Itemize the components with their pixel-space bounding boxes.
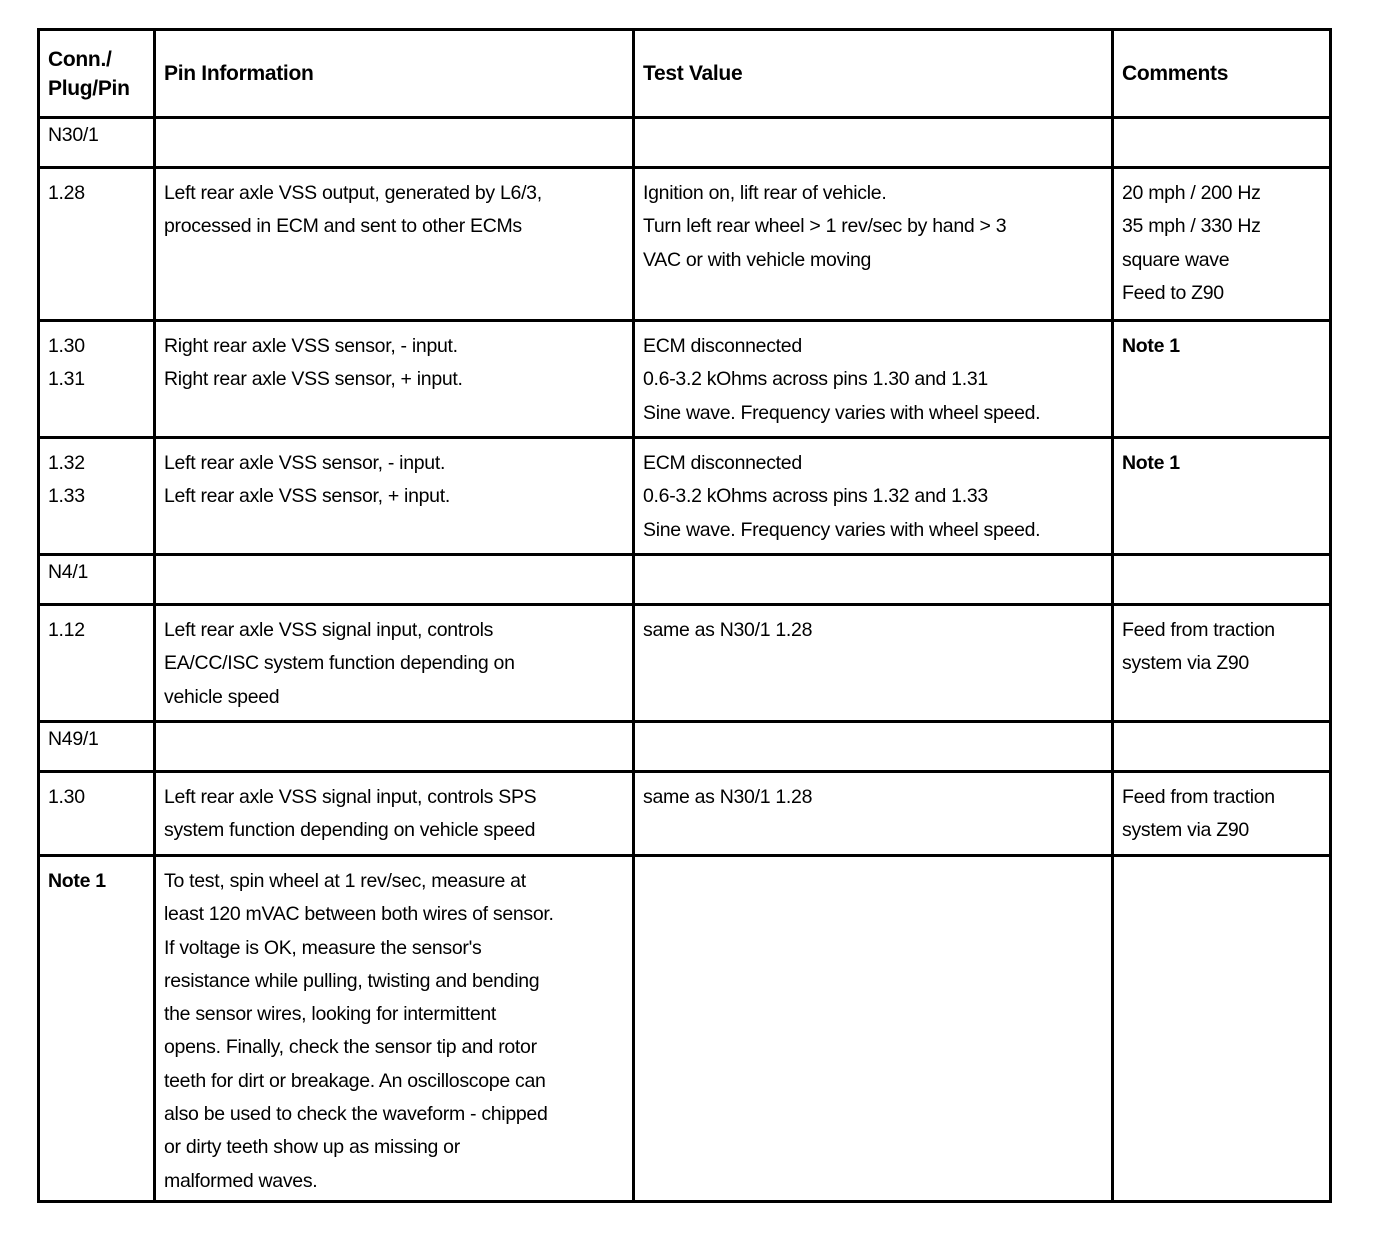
cell-test: same as N30/1 1.28 [634, 605, 1113, 722]
cell-comments [1113, 722, 1331, 772]
cell-pin: N30/1 [39, 118, 155, 168]
cell-pin: N4/1 [39, 555, 155, 605]
cell-comments: Feed from traction system via Z90 [1113, 772, 1331, 856]
cell-info [155, 555, 634, 605]
cell-info [155, 722, 634, 772]
cell-info [155, 118, 634, 168]
cell-test: ECM disconnected 0.6-3.2 kOhms across pins 1.32 and 1.33 Sine wave. Frequency varies with wheel speed. [634, 438, 1113, 555]
cell-test: same as N30/1 1.28 [634, 772, 1113, 856]
table-row-section-n49-1 [39, 722, 1331, 772]
cell-comments: Feed from traction system via Z90 [1113, 605, 1331, 722]
table-row-section-n4-1 [39, 555, 1331, 605]
cell-comments [1113, 856, 1331, 1202]
table-row [39, 605, 1331, 722]
cell-pin: 1.12 [39, 605, 155, 722]
cell-pin: 1.30 [39, 772, 155, 856]
cell-info: Right rear axle VSS sensor, - input. Right rear axle VSS sensor, + input. [155, 321, 634, 438]
table-row [39, 168, 1331, 321]
cell-comments: Note 1 [1113, 321, 1331, 438]
table-row [39, 772, 1331, 856]
cell-pin: 1.28 [39, 168, 155, 321]
table-row-note-1 [39, 856, 1331, 1202]
table-header-row [39, 30, 1331, 118]
cell-comments [1113, 118, 1331, 168]
cell-info: Left rear axle VSS output, generated by L6/3, processed in ECM and sent to other ECMs [155, 168, 634, 321]
cell-comments: 20 mph / 200 Hz 35 mph / 330 Hz square wave Feed to Z90 [1113, 168, 1331, 321]
cell-info: Left rear axle VSS signal input, controls EA/CC/ISC system function depending on vehicle speed [155, 605, 634, 722]
cell-comments: Note 1 [1113, 438, 1331, 555]
cell-info: Left rear axle VSS signal input, controls SPS system function depending on vehicle speed [155, 772, 634, 856]
table-row-section-n30-1 [39, 118, 1331, 168]
cell-test [634, 555, 1113, 605]
cell-test [634, 856, 1113, 1202]
cell-info: Left rear axle VSS sensor, - input. Left rear axle VSS sensor, + input. [155, 438, 634, 555]
table-row [39, 438, 1331, 555]
header-conn-plug-pin: Conn./ Plug/Pin [39, 30, 155, 118]
header-pin-information: Pin Information [155, 30, 634, 118]
cell-comments [1113, 555, 1331, 605]
cell-pin: 1.32 1.33 [39, 438, 155, 555]
pin-information-table [37, 28, 1332, 1203]
header-test-value: Test Value [634, 30, 1113, 118]
cell-test: ECM disconnected 0.6-3.2 kOhms across pins 1.30 and 1.31 Sine wave. Frequency varies with wheel speed. [634, 321, 1113, 438]
cell-pin: N49/1 [39, 722, 155, 772]
table-row [39, 321, 1331, 438]
header-comments: Comments [1113, 30, 1331, 118]
cell-pin: 1.30 1.31 [39, 321, 155, 438]
cell-test [634, 118, 1113, 168]
cell-test [634, 722, 1113, 772]
cell-pin: Note 1 [39, 856, 155, 1202]
cell-info: To test, spin wheel at 1 rev/sec, measure at least 120 mVAC between both wires of sensor. If voltage is OK, measure the sensor's resistance while pulling, twisting and bending the sensor wires, looking for intermittent opens. Finally, check the sensor tip and rotor teeth for dirt or breakage. An oscilloscope can also be used to check the waveform - chipped or dirty teeth show up as missing or malformed waves. [155, 856, 634, 1202]
cell-test: Ignition on, lift rear of vehicle. Turn left rear wheel > 1 rev/sec by hand > 3 VAC or with vehicle moving [634, 168, 1113, 321]
